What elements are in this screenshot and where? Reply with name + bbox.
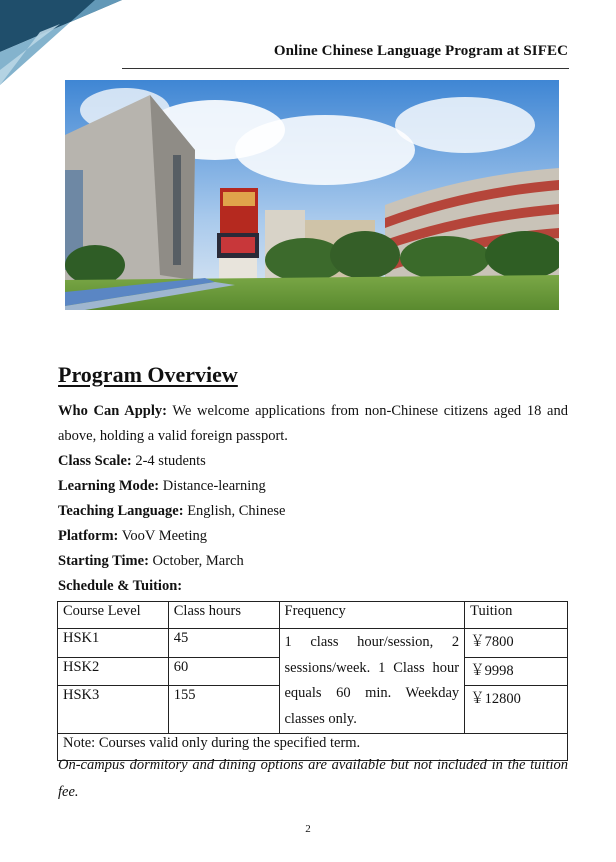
row-tuition: ￥12800 (465, 686, 568, 734)
header-title: Online Chinese Language Program at SIFEC (273, 43, 568, 59)
table-note: Note: Courses valid only during the specified term. (58, 734, 568, 761)
mode-value: Distance-learning (162, 478, 266, 494)
teaching-language (58, 499, 568, 524)
row-tuition: ￥9998 (465, 657, 568, 686)
table-row (58, 629, 568, 658)
schedule-heading (58, 574, 568, 599)
starting-time (58, 549, 568, 574)
learning-mode (58, 474, 568, 499)
row-hours: 60 (168, 657, 279, 686)
footnote: On-campus dormitory and dining options are available but not included in the tuition fee. (58, 757, 568, 800)
program-info (58, 399, 568, 599)
mode-label: Learning Mode: (58, 478, 160, 494)
class-scale (58, 449, 568, 474)
scale-label: Class Scale: (58, 453, 132, 469)
row-level: HSK3 (58, 686, 169, 734)
frequency-cell: 1 class hour/session, 2 sessions/week. 1 Class hour equals 60 min. Weekday classes only. (279, 629, 465, 734)
header-rule (122, 68, 569, 69)
row-level: HSK1 (58, 629, 169, 658)
start-value: October, March (152, 553, 244, 569)
who-can-apply (58, 399, 568, 449)
schedule-table (57, 601, 568, 761)
row-hours: 155 (168, 686, 279, 734)
lang-label: Teaching Language: (58, 503, 184, 519)
header-class-hours: Class hours (168, 602, 279, 629)
row-level: HSK2 (58, 657, 169, 686)
platform-label: Platform: (58, 528, 119, 544)
platform-value: VooV Meeting (121, 528, 208, 544)
who-label: Who Can Apply: (58, 403, 167, 419)
row-hours: 45 (168, 629, 279, 658)
header-frequency: Frequency (279, 602, 465, 629)
start-label: Starting Time: (58, 553, 149, 569)
platform (58, 524, 568, 549)
who-value: We welcome applications from non-Chinese citizens aged 18 and above, holding a valid foreign passport. (58, 403, 568, 444)
header-course-level: Course Level (58, 602, 169, 629)
lang-value: English, Chinese (187, 503, 286, 519)
campus-photo (65, 80, 559, 310)
header-tuition: Tuition (465, 602, 568, 629)
row-tuition: ￥7800 (465, 629, 568, 658)
corner-decoration (0, 0, 130, 85)
schedule-label: Schedule & Tuition: (58, 578, 183, 594)
scale-value: 2-4 students (135, 453, 206, 469)
page-number: 2 (305, 823, 311, 835)
table-header-row (58, 602, 568, 629)
section-title: Program Overview (58, 362, 238, 387)
